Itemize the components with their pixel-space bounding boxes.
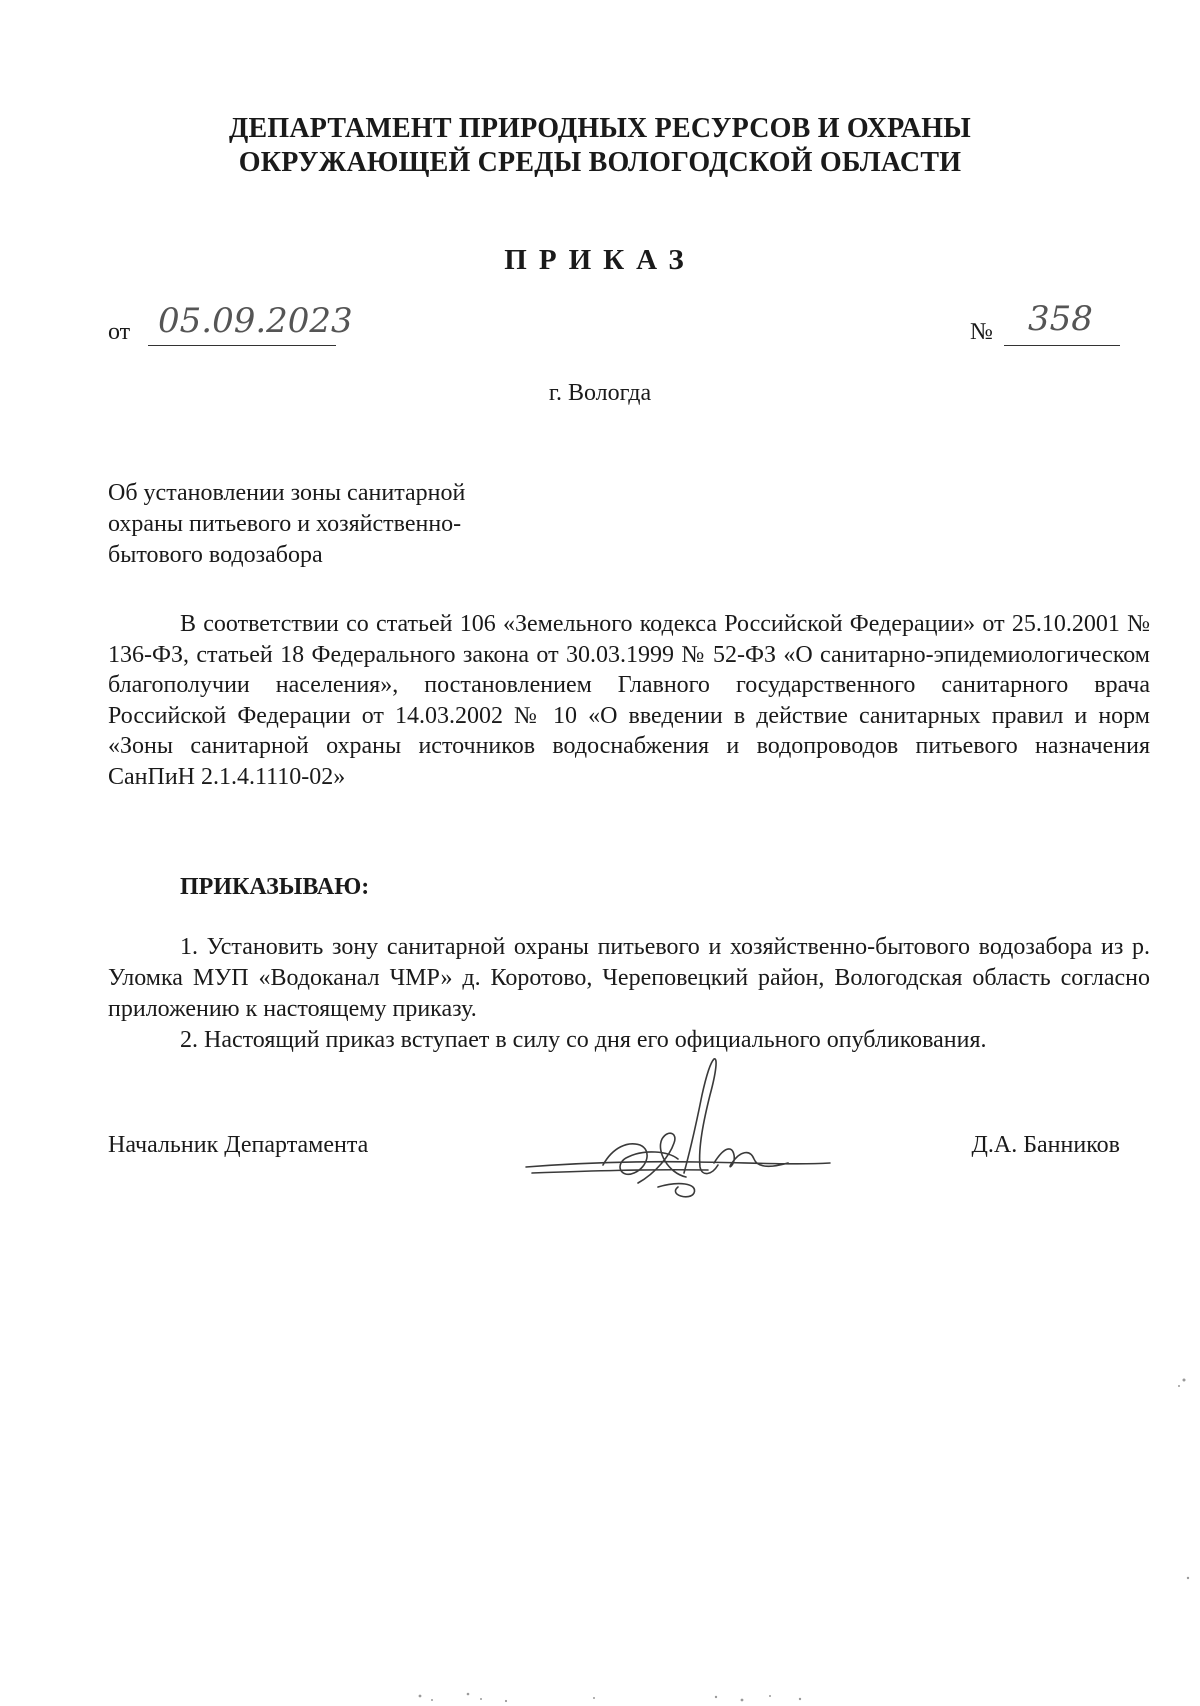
order-subject-line-3: бытового водозабора <box>108 542 323 568</box>
department-header-line-1: ДЕПАРТАМЕНТ ПРИРОДНЫХ РЕСУРСОВ И ОХРАНЫ <box>229 113 971 144</box>
handwritten-date: 05.09.2023 <box>158 301 353 341</box>
handwritten-number: 358 <box>1028 299 1093 339</box>
department-header-line-2: ОКРУЖАЮЩЕЙ СРЕДЫ ВОЛОГОДСКОЙ ОБЛАСТИ <box>238 147 962 178</box>
document-title: ПРИКАЗ <box>504 244 696 276</box>
handwritten-signature <box>518 1055 838 1205</box>
order-subject-line-1: Об установлении зоны санитарной <box>108 480 466 506</box>
date-label: от <box>108 319 131 345</box>
number-label: № <box>970 319 993 345</box>
signatory-name: Д.А. Банников <box>971 1132 1120 1158</box>
order-items <box>108 932 1150 1056</box>
order-subject-line-2: охраны питьевого и хозяйственно- <box>108 511 462 537</box>
signatory-role: Начальник Департамента <box>108 1132 369 1158</box>
order-directive: ПРИКАЗЫВАЮ: <box>180 874 370 900</box>
department-header <box>0 112 1200 180</box>
date-number-row <box>108 299 1120 355</box>
order-subject <box>108 478 568 571</box>
order-item-2: 2. Настоящий приказ вступает в силу со дня его официального опубликования. <box>180 1027 987 1053</box>
preamble-paragraph: В соответствии со статьей 106 «Земельного кодекса Российской Федерации» от 25.10.2001 № 136-ФЗ, статьей 18 Федерального закона от 30.03.1999 № 52-ФЗ «О санитарно-эпидемиологическом благополучии населения», постановлением Главного государственного санитарного врача Российской Федерации от 14.03.2002 № 10 «О введении в действие санитарных правил и норм «Зоны санитарной охраны источников водоснабжения и водопроводов питьевого назначения СанПиН 2.1.4.1110-02» <box>108 611 1150 790</box>
city-line: г. Вологда <box>548 380 652 406</box>
order-item-1: 1. Установить зону санитарной охраны питьевого и хозяйственно-бытового водозабора из р. Уломка МУП «Водоканал ЧМР» д. Коротово, Череповецкий район, Вологодская область согласно приложению к настоящему приказу. <box>108 934 1150 1022</box>
